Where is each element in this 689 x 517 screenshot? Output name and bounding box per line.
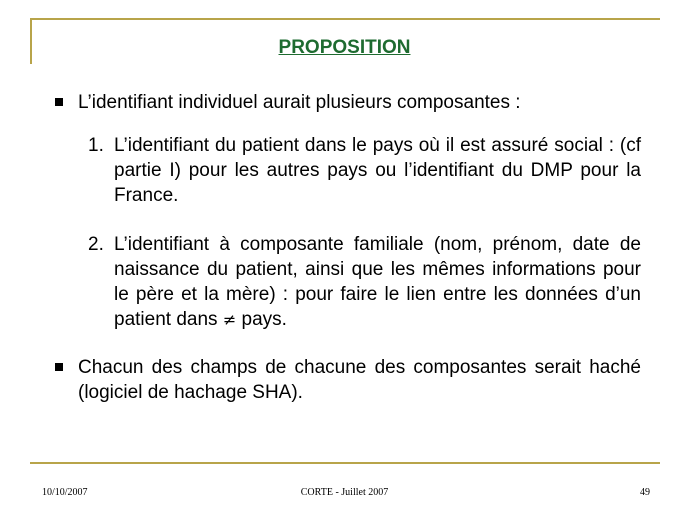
item-text-2-after: pays. bbox=[241, 309, 287, 330]
top-rule bbox=[30, 18, 660, 20]
item-text-2-before: L’identifiant à composante familiale (nom, prénom, date de naissance du patient, ainsi que les mêmes informations pour le père et la mère) : pour faire le lien entre les données d’un patient dans bbox=[114, 234, 641, 330]
footer-event: CORTE - Juillet 2007 bbox=[300, 487, 389, 498]
item-number-1: 1. bbox=[88, 135, 104, 156]
item-number-2: 2. bbox=[88, 234, 104, 255]
bullet-text-2: Chacun des champs de chacune des composantes serait haché (logiciel de hachage SHA). bbox=[78, 357, 641, 403]
item-text-2 bbox=[114, 232, 641, 332]
bullet-text-1: L’identifiant individuel aurait plusieurs composantes : bbox=[78, 92, 521, 113]
item-text-1: L’identifiant du patient dans le pays où il est assuré social : (cf partie I) pour les autres pays ou l’identifiant du DMP pour la France. bbox=[114, 135, 641, 206]
bullet-square-icon bbox=[55, 363, 63, 371]
slide-title: PROPOSITION bbox=[278, 37, 411, 58]
bottom-rule bbox=[30, 462, 660, 464]
bullet-square-icon bbox=[55, 98, 63, 106]
footer-page-number: 49 bbox=[640, 487, 650, 498]
not-equal-symbol: ≠ bbox=[222, 310, 237, 329]
footer-date: 10/10/2007 bbox=[42, 487, 88, 498]
